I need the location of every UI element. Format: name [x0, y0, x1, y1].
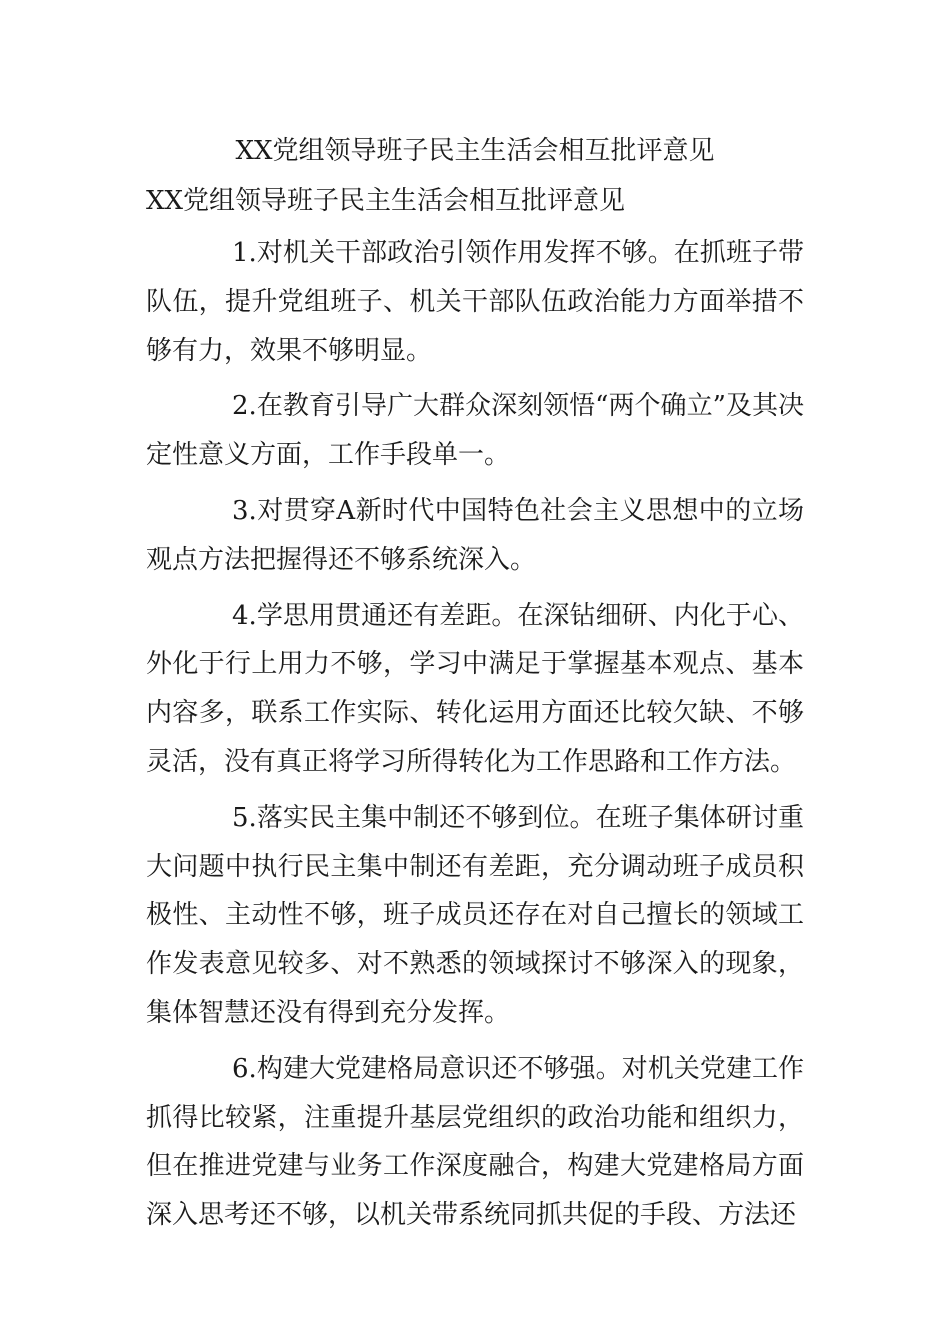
- paragraph-4: 4.学思用贯通还有差距。在深钻细研、内化于心、外化于行上用力不够，学习中满足于掌握基本观点、基本内容多，联系工作实际、转化运用方面还比较欠缺、不够灵活，没有真正将学习所得转化为工作思路和工作方法。: [146, 600, 804, 777]
- paragraph-6: 6.构建大党建格局意识还不够强。对机关党建工作抓得比较紧，注重提升基层党组织的政治功能和组织力，但在推进党建与业务工作深度融合，构建大党建格局方面深入思考还不够，以机关带系统同抓共促的手段、方法还: [146, 1053, 804, 1231]
- document-body: [146, 229, 804, 1247]
- paragraph-1: 1.对机关干部政治引领作用发挥不够。在抓班子带队伍，提升党组班子、机关干部队伍政治能力方面举措不够有力，效果不够明显。: [146, 238, 804, 366]
- paragraph-2: 2.在教育引导广大群众深刻领悟“两个确立”及其决定性意义方面，工作手段单一。: [146, 391, 804, 471]
- paragraph-5: 5.落实民主集中制还不够到位。在班子集体研讨重大问题中执行民主集中制还有差距，充分调动班子成员积极性、主动性不够，班子成员还存在对自己擅长的领域工作发表意见较多、对不熟悉的领域探讨不够深入的现象，集体智慧还没有得到充分发挥。: [146, 802, 804, 1028]
- paragraph-3: 3.对贯穿A新时代中国特色社会主义思想中的立场观点方法把握得还不够系统深入。: [146, 495, 804, 575]
- document-subtitle: XX党组领导班子民主生活会相互批评意见: [146, 186, 626, 216]
- document-title: XX党组领导班子民主生活会相互批评意见: [235, 136, 715, 166]
